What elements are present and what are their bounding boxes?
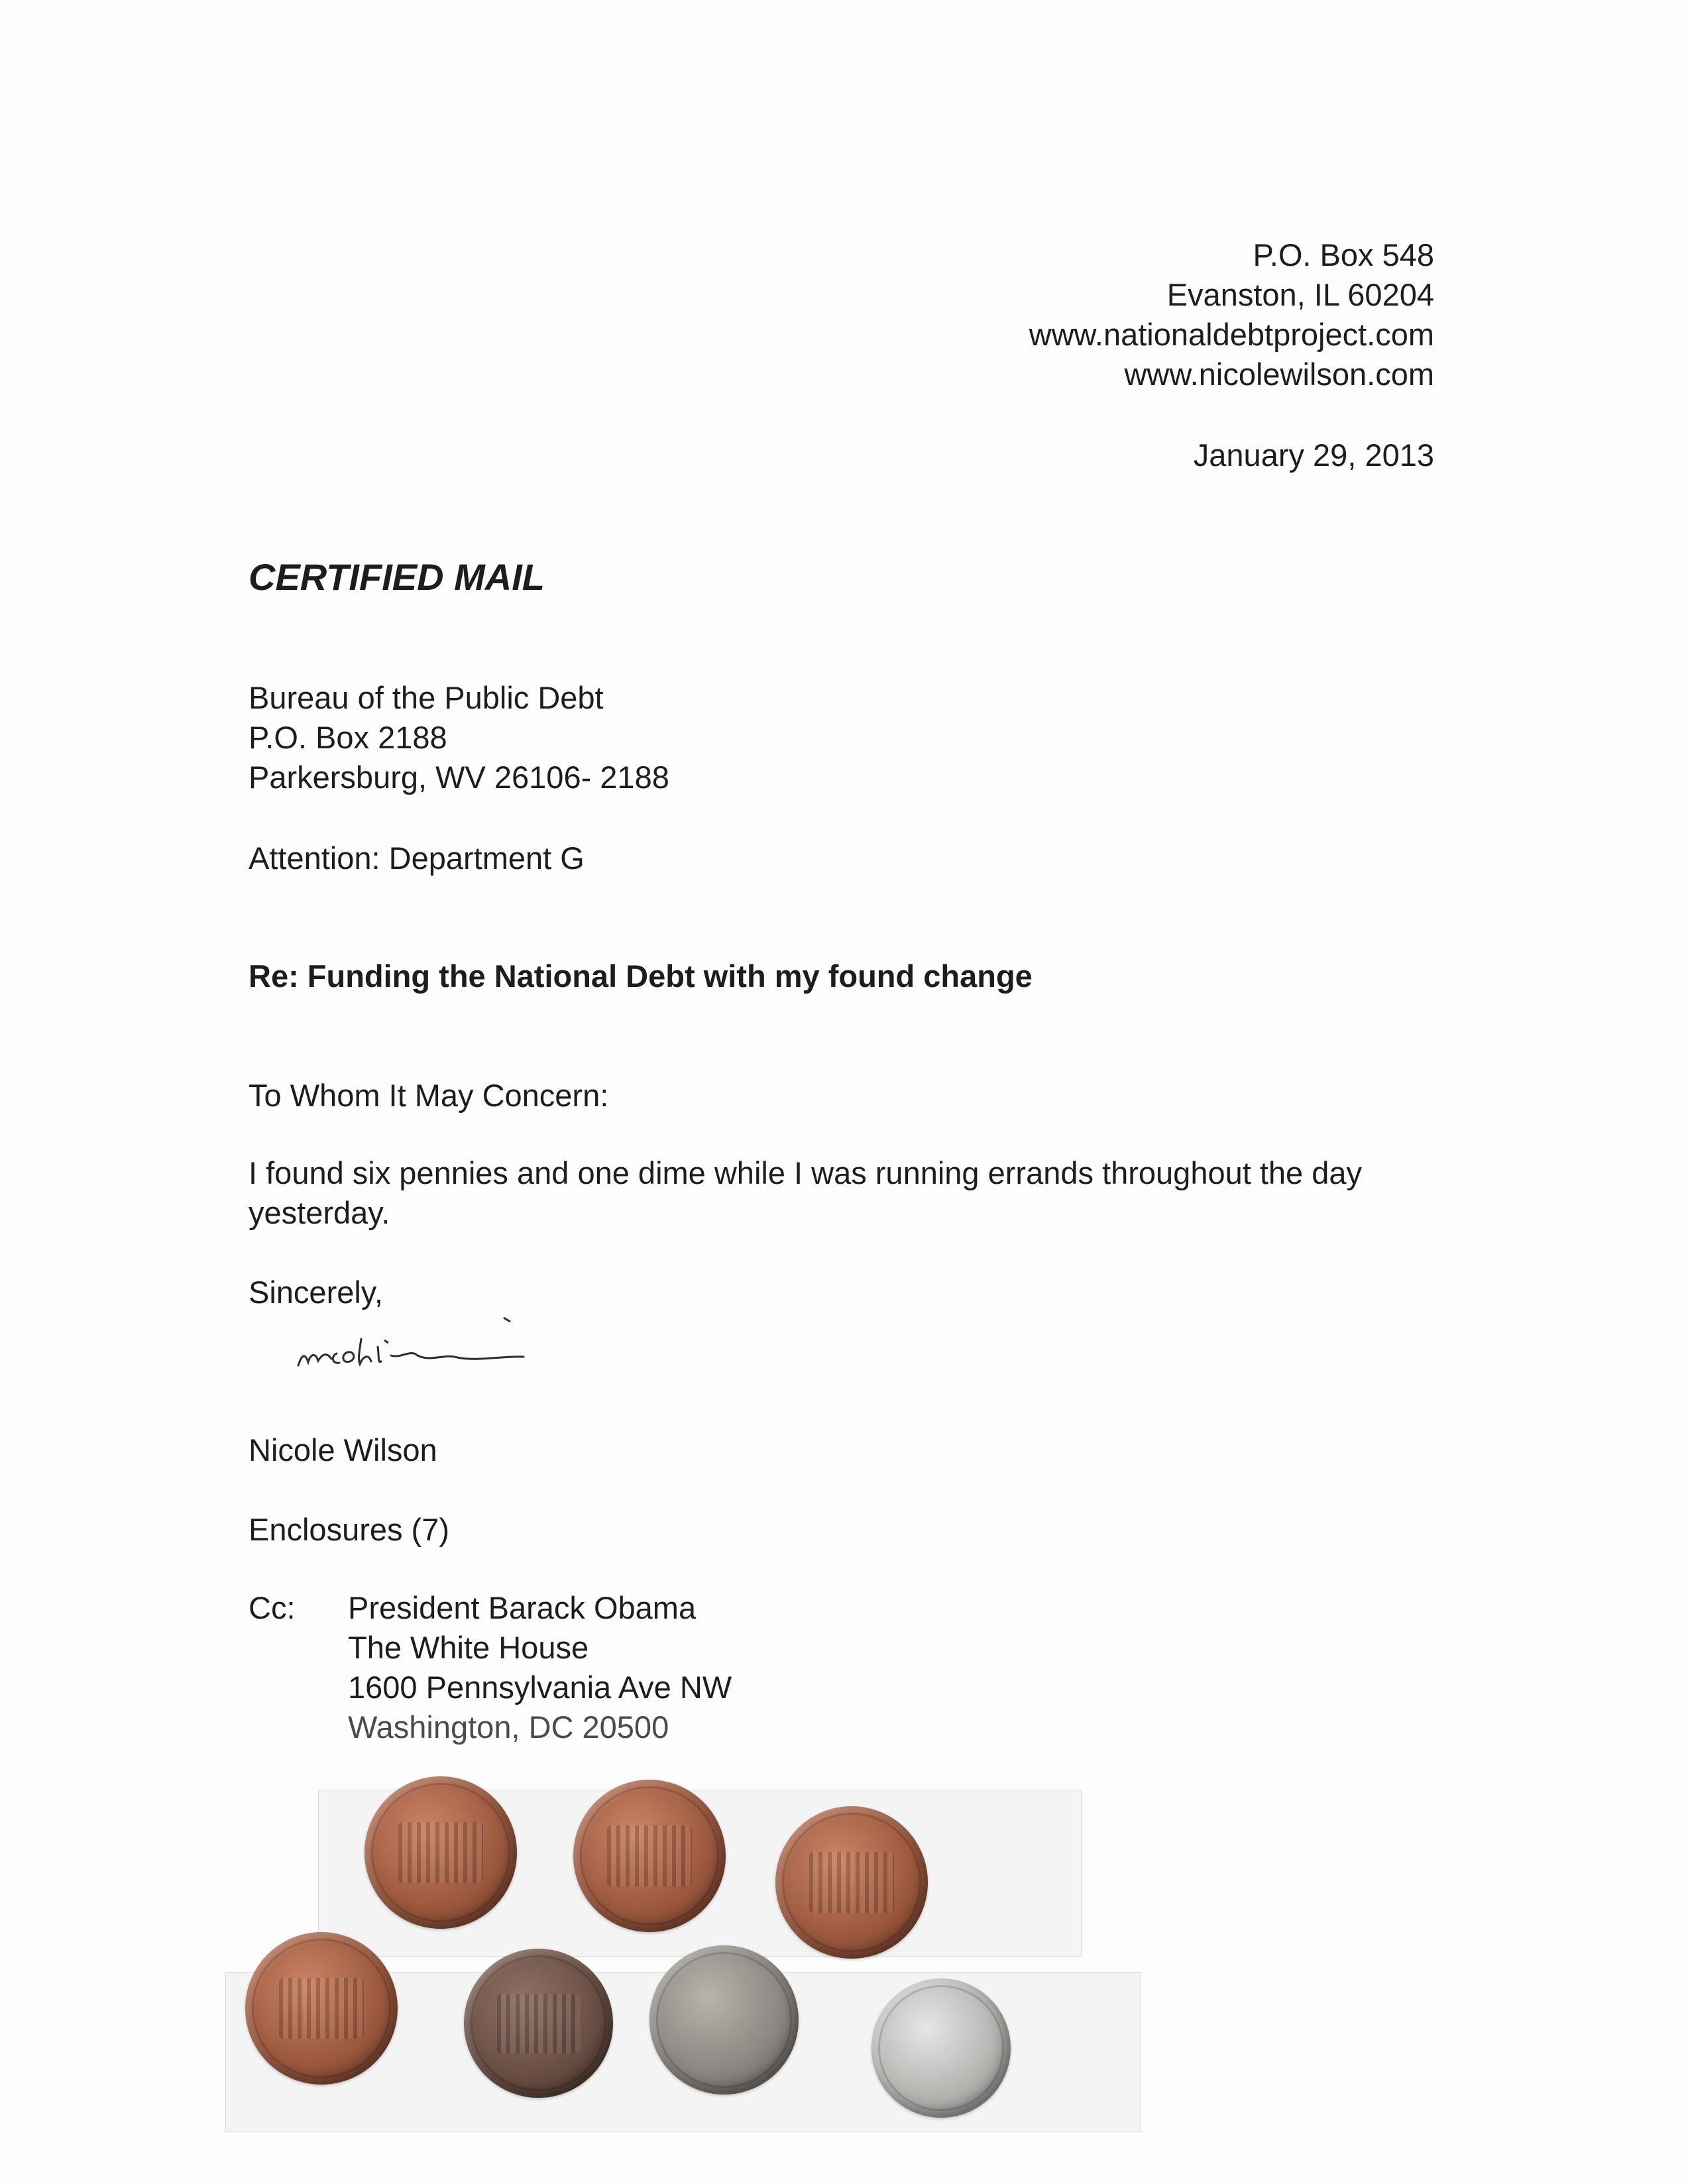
penny-coin-3 (775, 1806, 928, 1959)
cc-city: Washington, DC 20500 (348, 1709, 669, 1745)
sender-website-1: www.nationaldebtproject.com (1029, 317, 1434, 352)
certified-mail-heading: CERTIFIED MAIL (249, 556, 545, 598)
subject-line: Re: Funding the National Debt with my found change (249, 958, 1033, 994)
enclosures-line: Enclosures (7) (249, 1512, 449, 1547)
signature-dot (384, 1340, 388, 1343)
recipient-po-box: P.O. Box 2188 (249, 720, 447, 755)
penny-coin-6 (649, 1945, 799, 2095)
signer-name: Nicole Wilson (249, 1432, 437, 1467)
attention-line: Attention: Department G (249, 840, 585, 876)
letter-body: I found six pennies and one dime while I was running errands throughout the day yesterday. (249, 1155, 1363, 1230)
handwritten-signature (285, 1293, 630, 1392)
closing: Sincerely, (249, 1275, 383, 1310)
signature-stroke (298, 1339, 524, 1365)
penny-coin-5 (464, 1949, 613, 2098)
penny-coin-2 (573, 1780, 726, 1932)
cc-street: 1600 Pennsylvania Ave NW (348, 1670, 732, 1705)
signature-accent (504, 1318, 510, 1322)
cc-name: President Barack Obama (348, 1590, 697, 1625)
cc-label: Cc: (249, 1590, 296, 1625)
dime-coin (871, 1979, 1011, 2118)
sender-city: Evanston, IL 60204 (1166, 277, 1434, 312)
sender-po-box: P.O. Box 548 (1253, 237, 1434, 272)
sender-address (639, 235, 1434, 394)
recipient-city: Parkersburg, WV 26106- 2188 (249, 760, 669, 795)
sender-website-2: www.nicolewilson.com (1124, 357, 1434, 392)
recipient-address (249, 678, 669, 797)
salutation: To Whom It May Concern: (249, 1078, 609, 1113)
cc-building: The White House (348, 1630, 589, 1665)
cc-address (348, 1588, 732, 1747)
penny-coin-1 (365, 1776, 517, 1929)
enclosed-coins (199, 1776, 1140, 2148)
recipient-name: Bureau of the Public Debt (249, 680, 604, 715)
letter-date: January 29, 2013 (1193, 437, 1434, 473)
penny-coin-4 (245, 1932, 398, 2085)
